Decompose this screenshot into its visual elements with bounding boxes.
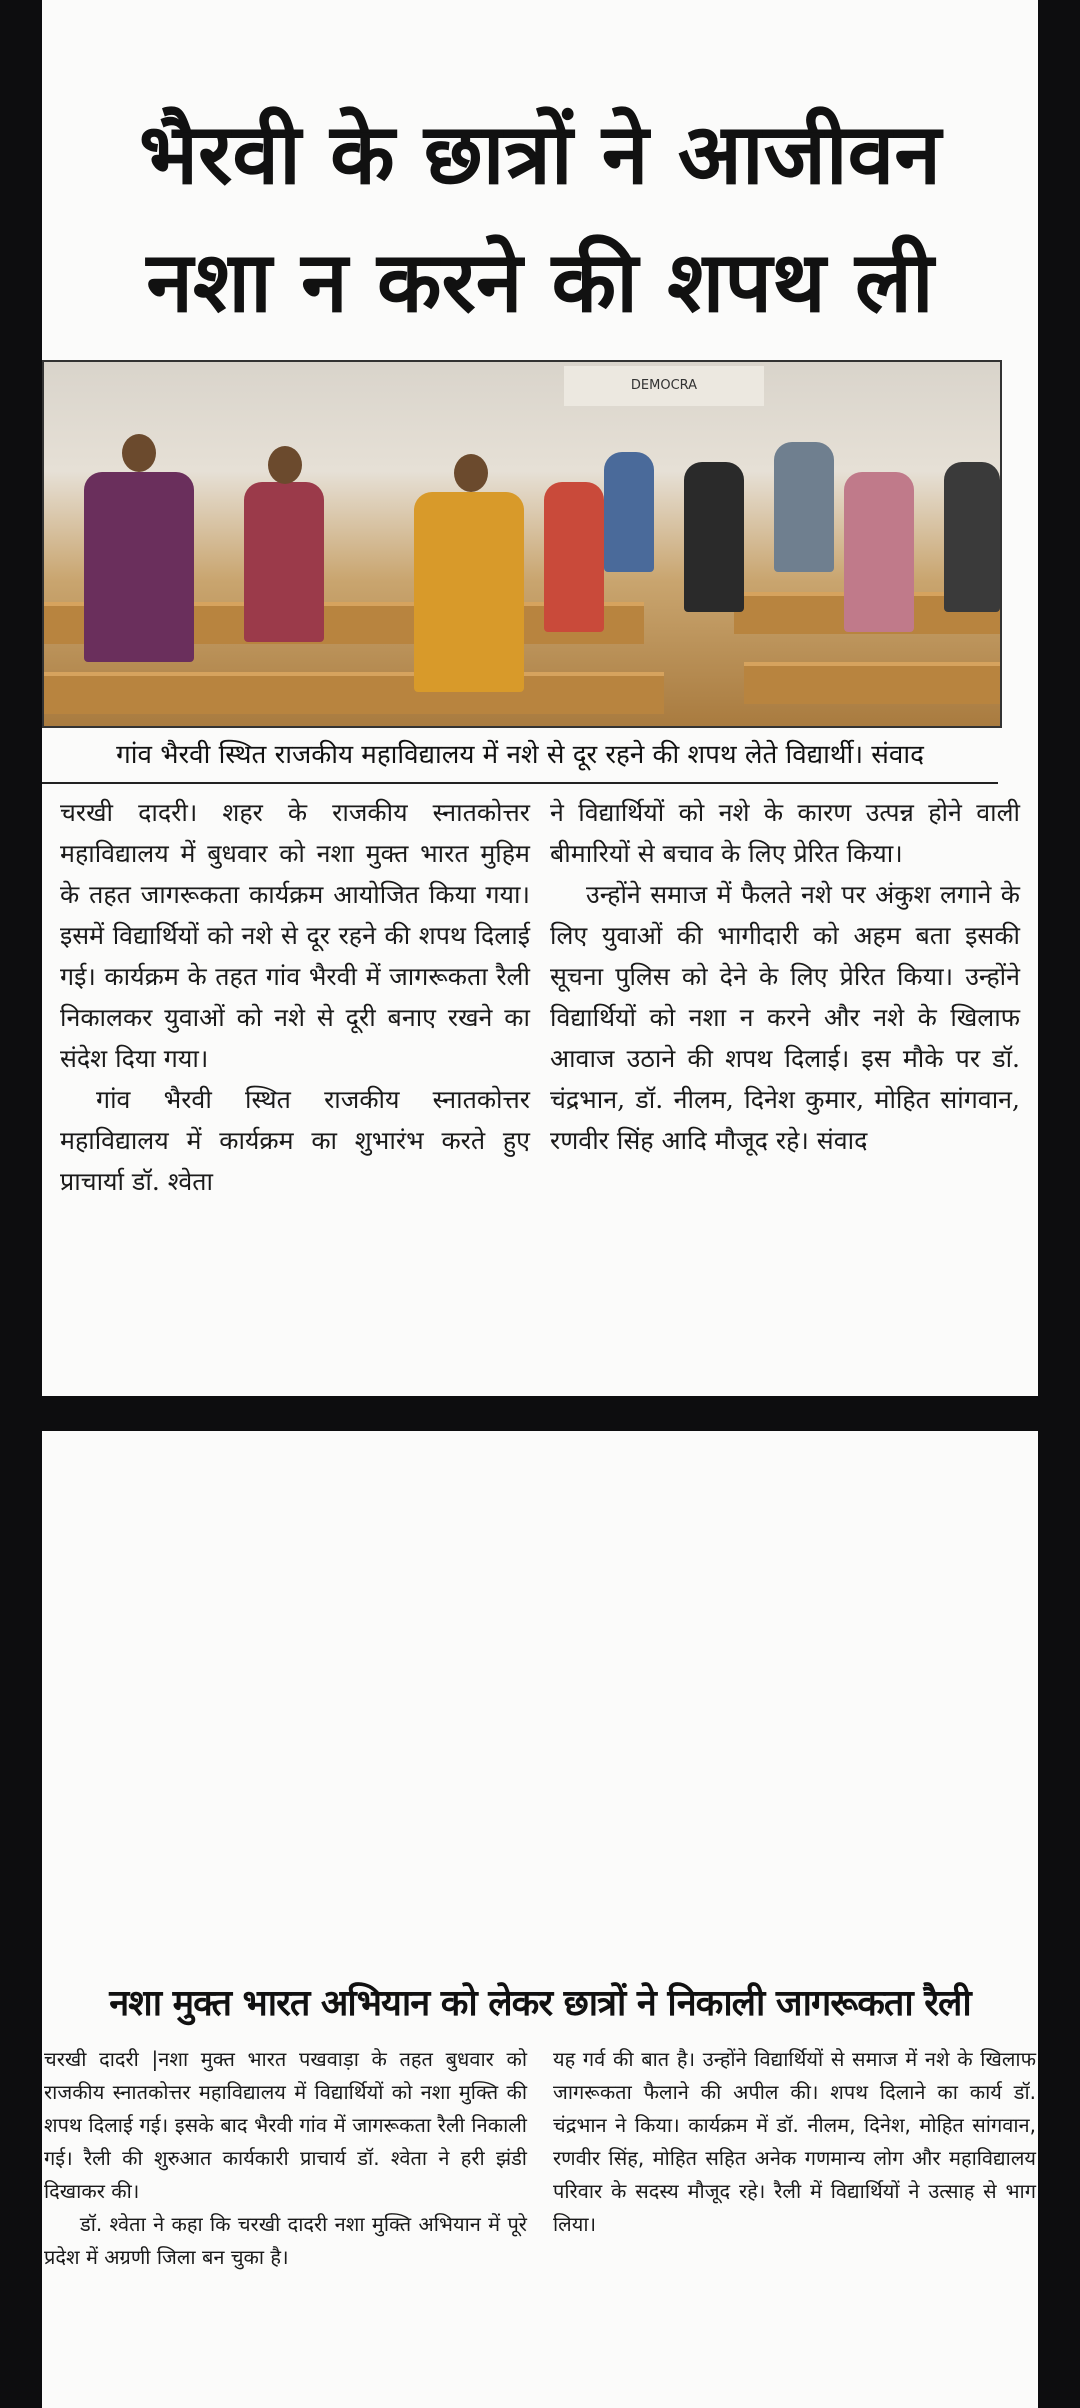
student-figure: [844, 472, 914, 632]
article-body-2: [44, 2043, 1036, 2274]
student-figure: [414, 492, 524, 692]
student-figure: [684, 462, 744, 612]
paragraph: चरखी दादरी |नशा मुक्त भारत पखवाड़ा के तहत बुधवार को राजकीय स्नातकोत्तर महाविद्यालय में विद्यार्थियों को नशा मुक्ति की शपथ दिलाई गई। इसके बाद भैरवी गांव में जागरूकता रैली निकाली गई। रैली की शुरुआत कार्यकारी प्राचार्य डॉ. श्वेता ने हरी झंडी दिखाकर की।: [44, 2047, 527, 2203]
news-clipping-2: [42, 1431, 1038, 2408]
photo-caption: गांव भैरवी स्थित राजकीय महाविद्यालय में नशे से दूर रहने की शपथ लेते विद्यार्थी। संवाद: [42, 728, 998, 784]
news-clipping-1: [42, 0, 1038, 1396]
paragraph: गांव भैरवी स्थित राजकीय स्नातकोत्तर महाविद्यालय में कार्यक्रम का शुभारंभ करते हुए प्राचार्या डॉ. श्वेता: [60, 1085, 530, 1196]
paragraph: यह गर्व की बात है। उन्होंने विद्यार्थियों से समाज में नशे के खिलाफ जागरूकता फैलाने की अपील की। शपथ दिलाने का कार्य डॉ. चंद्रभान ने किया। कार्यक्रम में डॉ. नीलम, दिनेश, मोहित सांगवान, रणवीर सिंह, मोहित सहित अनेक गणमान्य लोग और महाविद्यालय परिवार के सदस्य मौजूद रहे। रैली में विद्यार्थियों ने उत्साह से भाग लिया।: [553, 2047, 1036, 2236]
article-column-left: [60, 792, 530, 1202]
desk: [744, 662, 1000, 704]
student-figure: [944, 462, 1000, 612]
photo-wall-banner: DEMOCRA: [564, 366, 764, 406]
student-figure: [244, 482, 324, 642]
student-figure: [774, 442, 834, 572]
desk: [44, 672, 664, 714]
paragraph: चरखी दादरी। शहर के राजकीय स्नातकोत्तर महाविद्यालय में बुधवार को नशा मुक्त भारत मुहिम के तहत जागरूकता कार्यक्रम आयोजित किया गया। इसमें विद्यार्थियों को नशे से दूर रहने की शपथ दिलाई गई। कार्यक्रम के तहत गांव भैरवी में जागरूकता रैली निकालकर युवाओं को नशे से दूरी बनाए रखने का संदेश दिया गया।: [60, 798, 530, 1073]
student-figure: [604, 452, 654, 572]
news-photo-students-oath: [42, 360, 1002, 728]
article-column-right: [550, 792, 1020, 1202]
headline-1-line1: भैरवी के छात्रों ने आजीवन: [139, 105, 941, 203]
student-head: [268, 446, 302, 484]
paragraph: उन्होंने समाज में फैलते नशे पर अंकुश लगाने के लिए युवाओं की भागीदारी को अहम बता इसकी सूचना पुलिस को देने के लिए प्रेरित किया। उन्होंने विद्यार्थियों को नशा न करने और नशे के खिलाफ आवाज उठाने की शपथ दिलाई। इस मौके पर डॉ. चंद्रभान, डॉ. नीलम, दिनेश कुमार, मोहित सांगवान, रणवीर सिंह आदि मौजूद रहे। संवाद: [550, 880, 1020, 1155]
paragraph: डॉ. श्वेता ने कहा कि चरखी दादरी नशा मुक्ति अभियान में पूरे प्रदेश में अग्रणी जिला बन चुका है।: [44, 2212, 527, 2269]
headline-1: [42, 0, 1038, 346]
article-body-1: [60, 792, 1020, 1202]
article-column-left: [44, 2043, 527, 2274]
student-head: [454, 454, 488, 492]
student-head: [122, 434, 156, 472]
student-figure: [544, 482, 604, 632]
article-column-right: [553, 2043, 1036, 2274]
paragraph: ने विद्यार्थियों को नशे के कारण उत्पन्न होने वाली बीमारियों से बचाव के लिए प्रेरित किया।: [550, 798, 1020, 868]
headline-1-line2: नशा न करने की शपथ ली: [146, 233, 934, 331]
student-figure: [84, 472, 194, 662]
headline-2: नशा मुक्त भारत अभियान को लेकर छात्रों ने निकाली जागरूकता रैली: [109, 1983, 971, 2024]
